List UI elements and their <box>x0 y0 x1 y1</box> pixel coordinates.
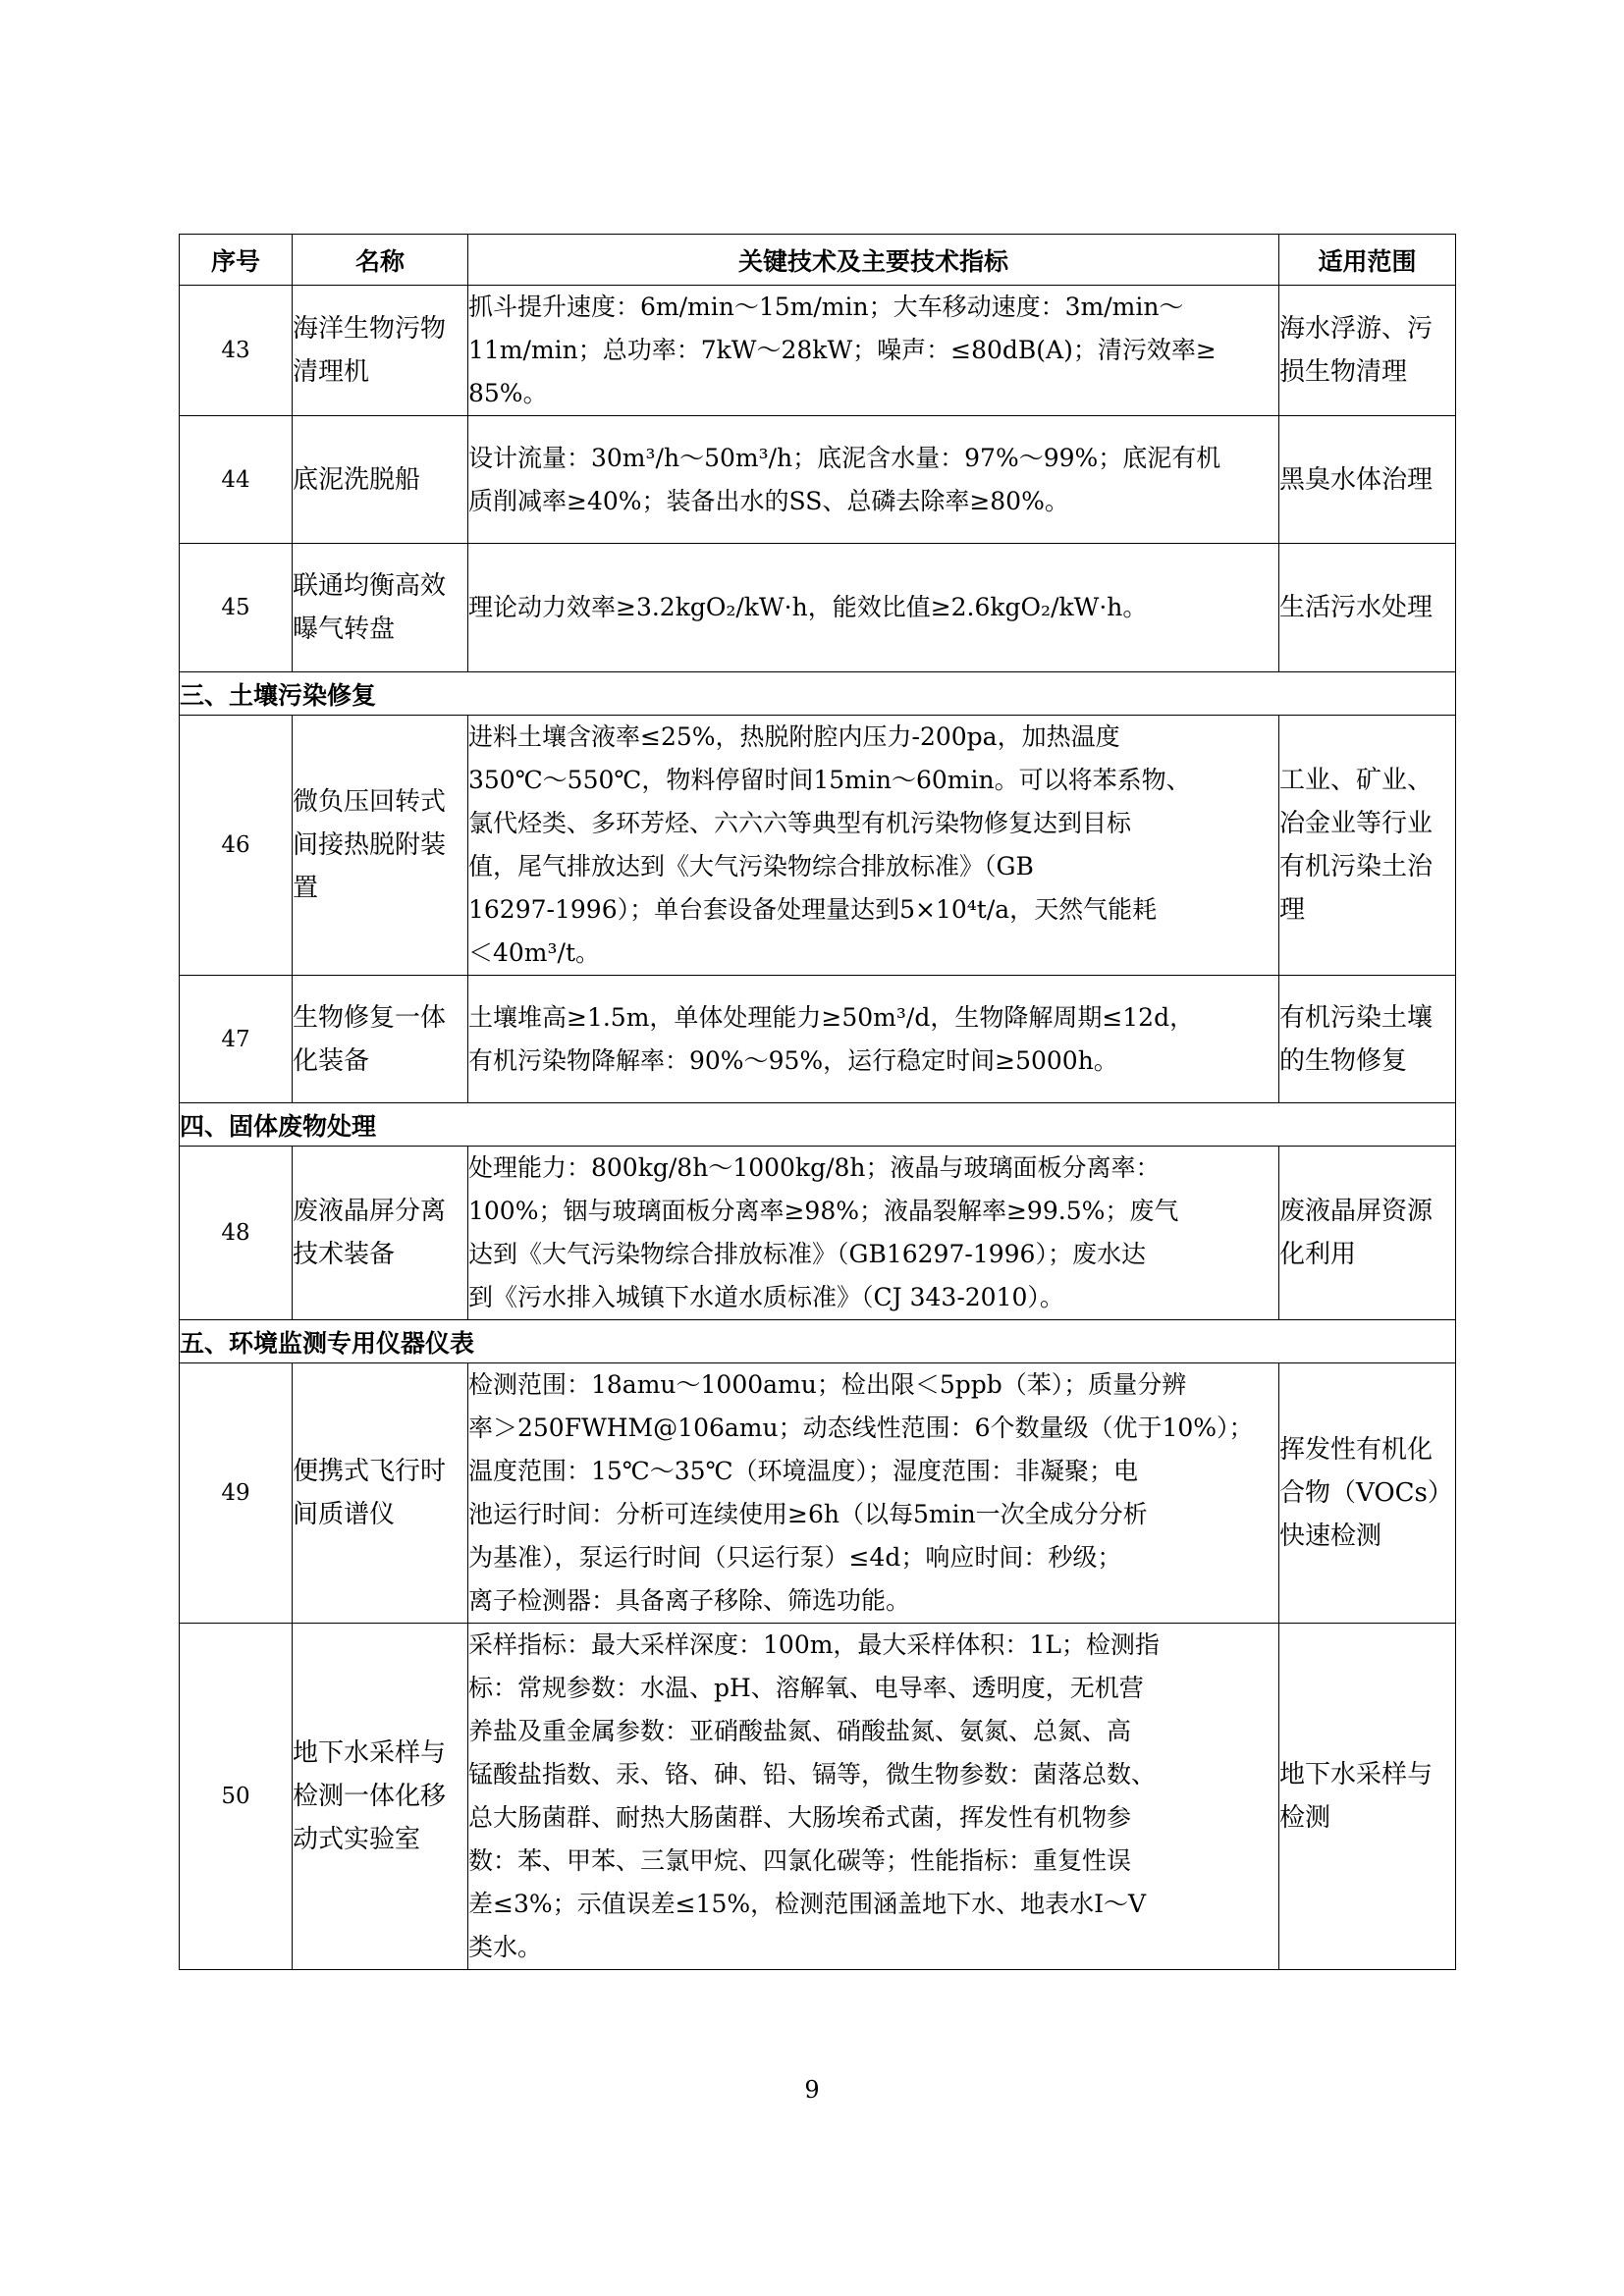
item-number: 44 <box>180 416 293 544</box>
spec-line: 土壤堆高≥1.5m，单体处理能力≥50m³/d，生物降解周期≤12d， <box>468 1002 1195 1032</box>
spec-line: 数：苯、甲苯、三氯甲烷、四氯化碳等；性能指标：重复性误 <box>468 1846 1132 1875</box>
spec-line: 标：常规参数：水温、pH、溶解氧、电导率、透明度，无机营 <box>468 1674 1144 1702</box>
spec-line: 养盐及重金属参数：亚硝酸盐氮、硝酸盐氮、氨氮、总氮、高 <box>468 1717 1132 1745</box>
header-scope: 适用范围 <box>1279 235 1456 286</box>
spec-line: 氯代烃类、多环芳烃、六六六等典型有机污染物修复达到目标 <box>468 809 1132 837</box>
item-scope: 地下水采样与检测 <box>1279 1624 1456 1970</box>
header-name: 名称 <box>293 235 468 286</box>
spec-line: 100%；铟与玻璃面板分离率≥98%；液晶裂解率≥99.5%；废气 <box>468 1197 1179 1225</box>
item-scope: 海水浮游、污损生物清理 <box>1279 286 1456 416</box>
spec-line: 抓斗提升速度：6m/min～15m/min；大车移动速度：3m/min～ <box>468 293 1184 321</box>
spec-line: 采样指标：最大采样深度：100m，最大采样体积：1L；检测指 <box>468 1630 1160 1659</box>
table-row <box>180 286 1456 416</box>
spec-line: 锰酸盐指数、汞、铬、砷、铅、镉等，微生物参数：菌落总数、 <box>468 1760 1157 1789</box>
item-spec <box>468 416 1279 544</box>
item-spec <box>468 716 1279 976</box>
item-name: 废液晶屏分离技术装备 <box>293 1147 468 1320</box>
table-row <box>180 716 1456 976</box>
spec-line: 总大肠菌群、耐热大肠菌群、大肠埃希式菌，挥发性有机物参 <box>468 1803 1132 1832</box>
spec-line: 85%。 <box>468 379 548 407</box>
section-title: 四、固体废物处理 <box>180 1103 1456 1147</box>
section-title: 五、环境监测专用仪器仪表 <box>180 1320 1456 1363</box>
spec-line: 达到《大气污染物综合排放标准》（GB16297-1996）；废水达 <box>468 1240 1146 1268</box>
spec-line: 检测范围：18amu～1000amu；检出限＜5ppb（苯）；质量分辨 <box>468 1370 1187 1399</box>
item-number: 45 <box>180 544 293 672</box>
item-scope: 生活污水处理 <box>1279 544 1456 672</box>
spec-line: ＜40m³/t。 <box>468 938 601 967</box>
spec-line: 为基准），泵运行时间（只运行泵）≤4d；响应时间：秒级； <box>468 1543 1122 1572</box>
item-spec <box>468 544 1279 672</box>
item-scope: 挥发性有机化合物（VOCs）快速检测 <box>1279 1363 1456 1624</box>
item-name: 底泥洗脱船 <box>293 416 468 544</box>
item-spec <box>468 976 1279 1103</box>
table-row <box>180 976 1456 1103</box>
page-number: 9 <box>804 2076 820 2104</box>
section-row <box>180 672 1456 716</box>
spec-table <box>179 234 1456 1970</box>
spec-line: 池运行时间：分析可连续使用≥6h（以每5min一次全成分分析 <box>468 1500 1148 1528</box>
item-number: 46 <box>180 716 293 976</box>
spec-line: 率＞250FWHM@106amu；动态线性范围：6个数量级（优于10%）； <box>468 1414 1254 1442</box>
item-spec <box>468 286 1279 416</box>
item-number: 43 <box>180 286 293 416</box>
spec-line: 处理能力：800kg/8h～1000kg/8h；液晶与玻璃面板分离率： <box>468 1153 1161 1182</box>
spec-line: 理论动力效率≥3.2kgO₂/kW·h，能效比值≥2.6kgO₂/kW·h。 <box>468 593 1148 621</box>
item-name: 便携式飞行时间质谱仪 <box>293 1363 468 1624</box>
spec-line: 离子检测器：具备离子移除、筛选功能。 <box>468 1586 911 1615</box>
item-scope: 工业、矿业、冶金业等行业有机污染土治理 <box>1279 716 1456 976</box>
item-number: 50 <box>180 1624 293 1970</box>
table-body <box>180 286 1456 1970</box>
spec-line: 差≤3%；示值误差≤15%，检测范围涵盖地下水、地表水Ⅰ～Ⅴ <box>468 1890 1147 1918</box>
header-row <box>180 235 1456 286</box>
spec-line: 11m/min；总功率：7kW～28kW；噪声：≤80dB(A)；清污效率≥ <box>468 336 1217 364</box>
table-row <box>180 1147 1456 1320</box>
item-scope: 废液晶屏资源化利用 <box>1279 1147 1456 1320</box>
header-spec: 关键技术及主要技术指标 <box>468 235 1279 286</box>
item-spec <box>468 1147 1279 1320</box>
header-number: 序号 <box>180 235 293 286</box>
item-name: 微负压回转式间接热脱附装置 <box>293 716 468 976</box>
item-name: 地下水采样与检测一体化移动式实验室 <box>293 1624 468 1970</box>
spec-line: 质削减率≥40%；装备出水的SS、总磷去除率≥80%。 <box>468 486 1069 515</box>
spec-line: 有机污染物降解率：90%～95%，运行稳定时间≥5000h。 <box>468 1045 1118 1075</box>
spec-line: 16297-1996）；单台套设备处理量达到5×10⁴t/a，天然气能耗 <box>468 895 1158 924</box>
spec-line: 设计流量：30m³/h～50m³/h；底泥含水量：97%～99%；底泥有机 <box>468 443 1221 472</box>
section-title: 三、土壤污染修复 <box>180 672 1456 716</box>
item-name: 海洋生物污物清理机 <box>293 286 468 416</box>
spec-line: 进料土壤含液率≤25%，热脱附腔内压力-200pa，加热温度 <box>468 722 1120 751</box>
section-row <box>180 1320 1456 1363</box>
item-name: 联通均衡高效曝气转盘 <box>293 544 468 672</box>
spec-line: 温度范围：15℃～35℃（环境温度）；湿度范围：非凝聚；电 <box>468 1457 1139 1485</box>
item-number: 48 <box>180 1147 293 1320</box>
spec-line: 类水。 <box>468 1933 543 1961</box>
item-spec <box>468 1624 1279 1970</box>
table-row <box>180 1624 1456 1970</box>
spec-line: 值，尾气排放达到《大气污染物综合排放标准》（GB <box>468 852 1034 881</box>
item-number: 49 <box>180 1363 293 1624</box>
item-number: 47 <box>180 976 293 1103</box>
table-row <box>180 416 1456 544</box>
table-row <box>180 544 1456 672</box>
item-name: 生物修复一体化装备 <box>293 976 468 1103</box>
item-scope: 有机污染土壤的生物修复 <box>1279 976 1456 1103</box>
spec-line: 到《污水排入城镇下水道水质标准》（CJ 343-2010）。 <box>468 1283 1064 1311</box>
section-row <box>180 1103 1456 1147</box>
table-row <box>180 1363 1456 1624</box>
spec-line: 350℃～550℃，物料停留时间15min～60min。可以将苯系物、 <box>468 766 1191 794</box>
item-scope: 黑臭水体治理 <box>1279 416 1456 544</box>
item-spec <box>468 1363 1279 1624</box>
